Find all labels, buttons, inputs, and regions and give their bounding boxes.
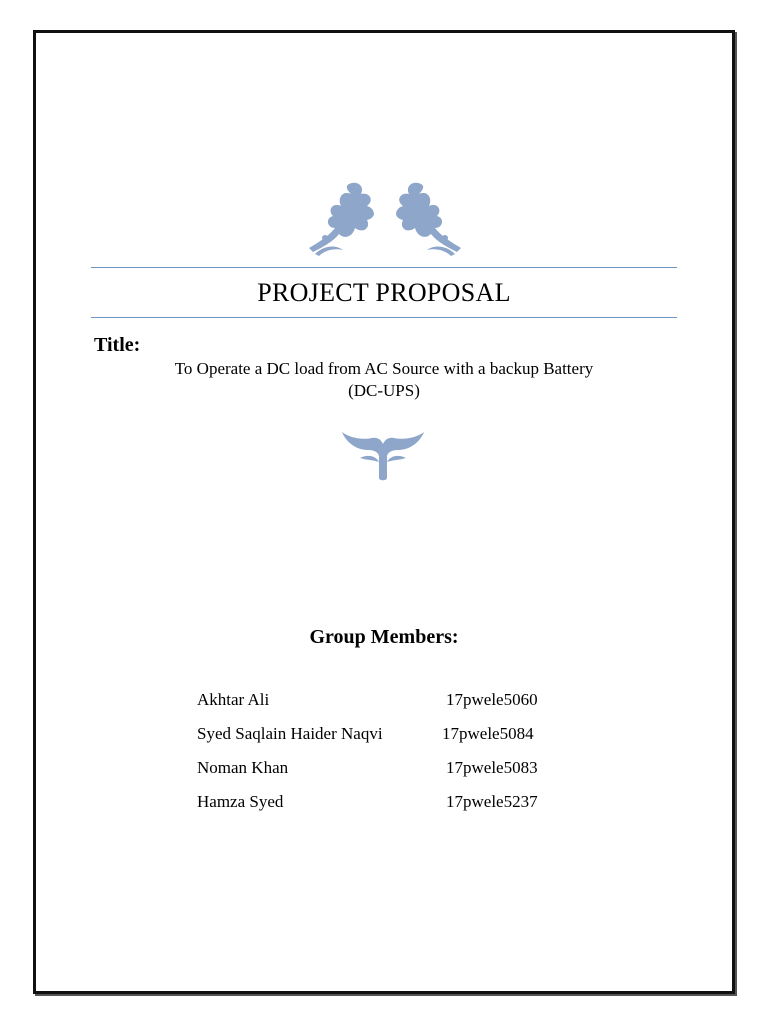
member-row	[197, 722, 577, 746]
member-row	[197, 688, 577, 712]
floral-flourish-icon	[305, 178, 465, 256]
top-rule	[91, 267, 677, 268]
member-id: 17pwele5084	[442, 724, 534, 743]
bottom-rule	[91, 317, 677, 318]
title-label: Title:	[94, 334, 141, 356]
leaf-divider-icon	[340, 428, 426, 482]
member-id: 17pwele5060	[446, 690, 538, 709]
member-name: Hamza Syed	[197, 792, 284, 811]
group-members-heading: Group Members:	[309, 626, 459, 648]
member-id: 17pwele5237	[446, 792, 538, 811]
member-name: Syed Saqlain Haider Naqvi	[197, 724, 383, 743]
project-title	[91, 358, 677, 402]
project-title-line-2: (DC-UPS)	[348, 381, 420, 400]
member-name: Akhtar Ali	[197, 690, 270, 709]
project-title-line-1: To Operate a DC load from AC Source with a backup Battery	[174, 359, 594, 378]
member-id: 17pwele5083	[446, 758, 538, 777]
page-border	[33, 30, 735, 994]
member-row	[197, 790, 577, 814]
member-name: Noman Khan	[197, 758, 289, 777]
page-title: PROJECT PROPOSAL	[257, 278, 511, 307]
member-row	[197, 756, 577, 780]
